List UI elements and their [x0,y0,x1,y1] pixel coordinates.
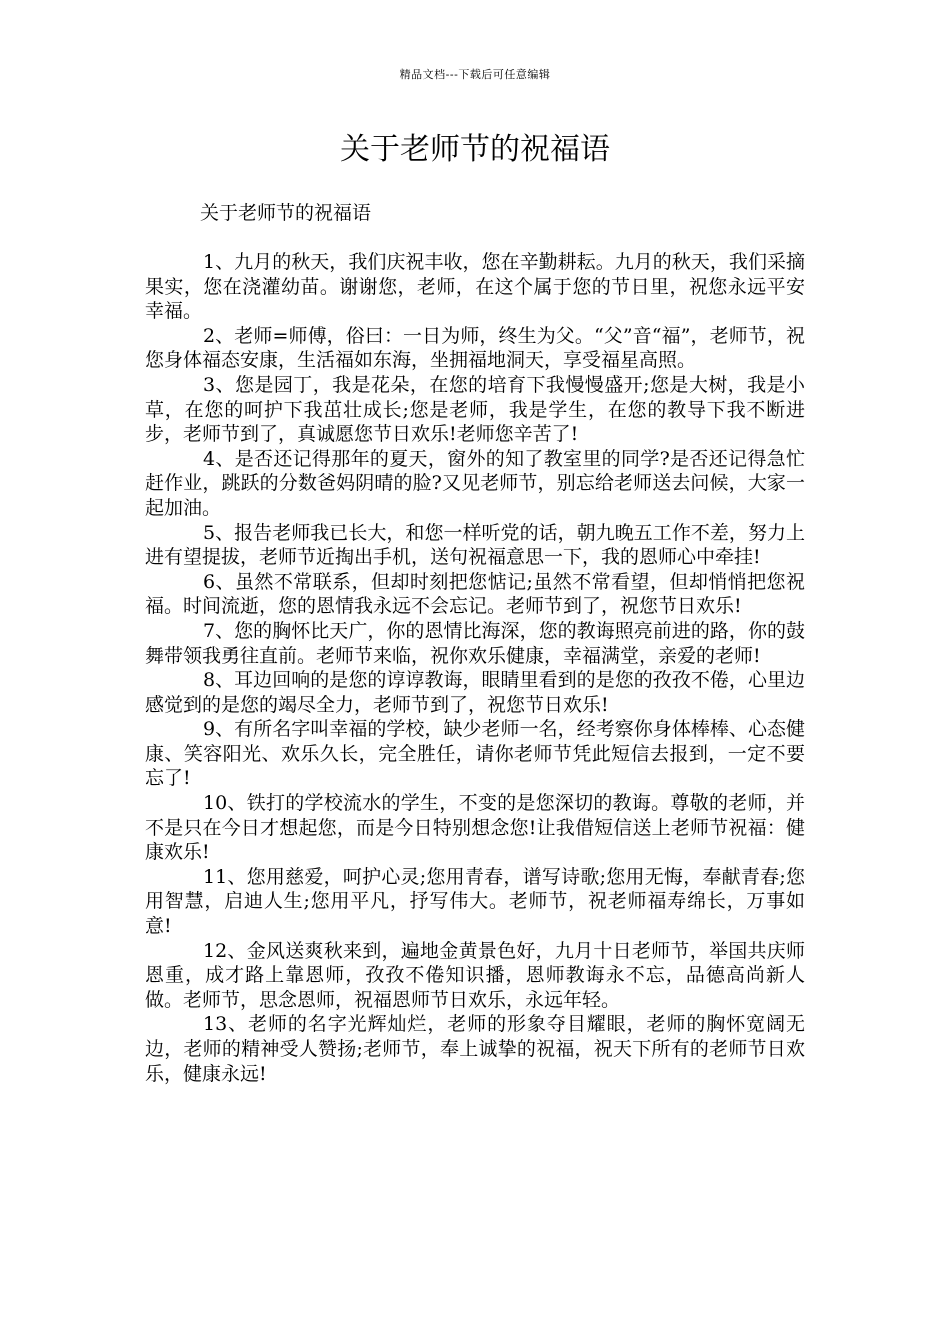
paragraph: 1、九月的秋天，我们庆祝丰收，您在辛勤耕耘。九月的秋天，我们采摘果实，您在浇灌幼苗。谢谢您，老师，在这个属于您的节日里，祝您永远平安幸福。 [145,251,805,323]
page-title: 关于老师节的祝福语 [340,132,610,167]
paragraph: 11、您用慈爱，呵护心灵;您用青春，谱写诗歌;您用无悔，奉献青春;您用智慧，启迪人生;您用平凡，抒写伟大。老师节，祝老师福寿绵长，万事如意! [145,865,805,938]
paragraph: 7、您的胸怀比天广，你的恩情比海深，您的教诲照亮前进的路，你的鼓舞带领我勇往直前。老师节来临，祝你欢乐健康，幸福满堂，亲爱的老师! [145,619,805,667]
paragraph: 3、您是园丁，我是花朵，在您的培育下我慢慢盛开;您是大树，我是小草，在您的呵护下我茁壮成长;您是老师，我是学生，在您的教导下我不断进步，老师节到了，真诚愿您节日欢乐!老师您辛苦了! [145,373,805,446]
paragraph: 13、老师的名字光辉灿烂，老师的形象夺目耀眼，老师的胸怀宽阔无边，老师的精神受人赞扬;老师节，奉上诚挚的祝福，祝天下所有的老师节日欢乐，健康永远! [145,1013,805,1085]
paragraph: 2、老师=师傅，俗曰：一日为师，终生为父。“父”音“福”，老师节，祝您身体福态安康，生活福如东海，坐拥福地洞天，享受福星高照。 [145,324,805,372]
paragraph: 6、虽然不常联系，但却时刻把您惦记;虽然不常看望，但却悄悄把您祝福。时间流逝，您的恩情我永远不会忘记。老师节到了，祝您节日欢乐! [145,570,805,618]
paragraph: 10、铁打的学校流水的学生，不变的是您深切的教诲。尊敬的老师，并不是只在今日才想起您，而是今日特别想念您!让我借短信送上老师节祝福：健康欢乐! [145,792,805,864]
subtitle: 关于老师节的祝福语 [200,202,372,224]
paragraph: 4、是否还记得那年的夏天，窗外的知了教室里的同学?是否还记得急忙赶作业，跳跃的分数爸妈阴晴的脸?又见老师节，别忘给老师送去问候，大家一起加油。 [145,447,805,519]
paragraph: 12、金风送爽秋来到，遍地金黄景色好，九月十日老师节，举国共庆师恩重，成才路上靠恩师，孜孜不倦知识播，恩师教诲永不忘，品德高尚新人做。老师节，思念恩师，祝福恩师节日欢乐，永远年轻。 [145,939,805,1011]
paragraph: 5、报告老师我已长大，和您一样听党的话，朝九晚五工作不差，努力上进有望提拔，老师节近掏出手机，送句祝福意思一下，我的恩师心中牵挂! [145,521,805,569]
paragraph: 8、耳边回响的是您的谆谆教诲，眼睛里看到的是您的孜孜不倦，心里边感觉到的是您的竭尽全力，老师节到了，祝您节日欢乐! [145,669,805,716]
header-note: 精品文档---下载后可任意编辑 [399,68,551,81]
body-text [145,250,805,1086]
paragraph: 9、有所名字叫幸福的学校，缺少老师一名，经考察你身体棒棒、心态健康、笑容阳光、欢乐久长，完全胜任，请你老师节凭此短信去报到，一定不要忘了! [145,718,805,790]
